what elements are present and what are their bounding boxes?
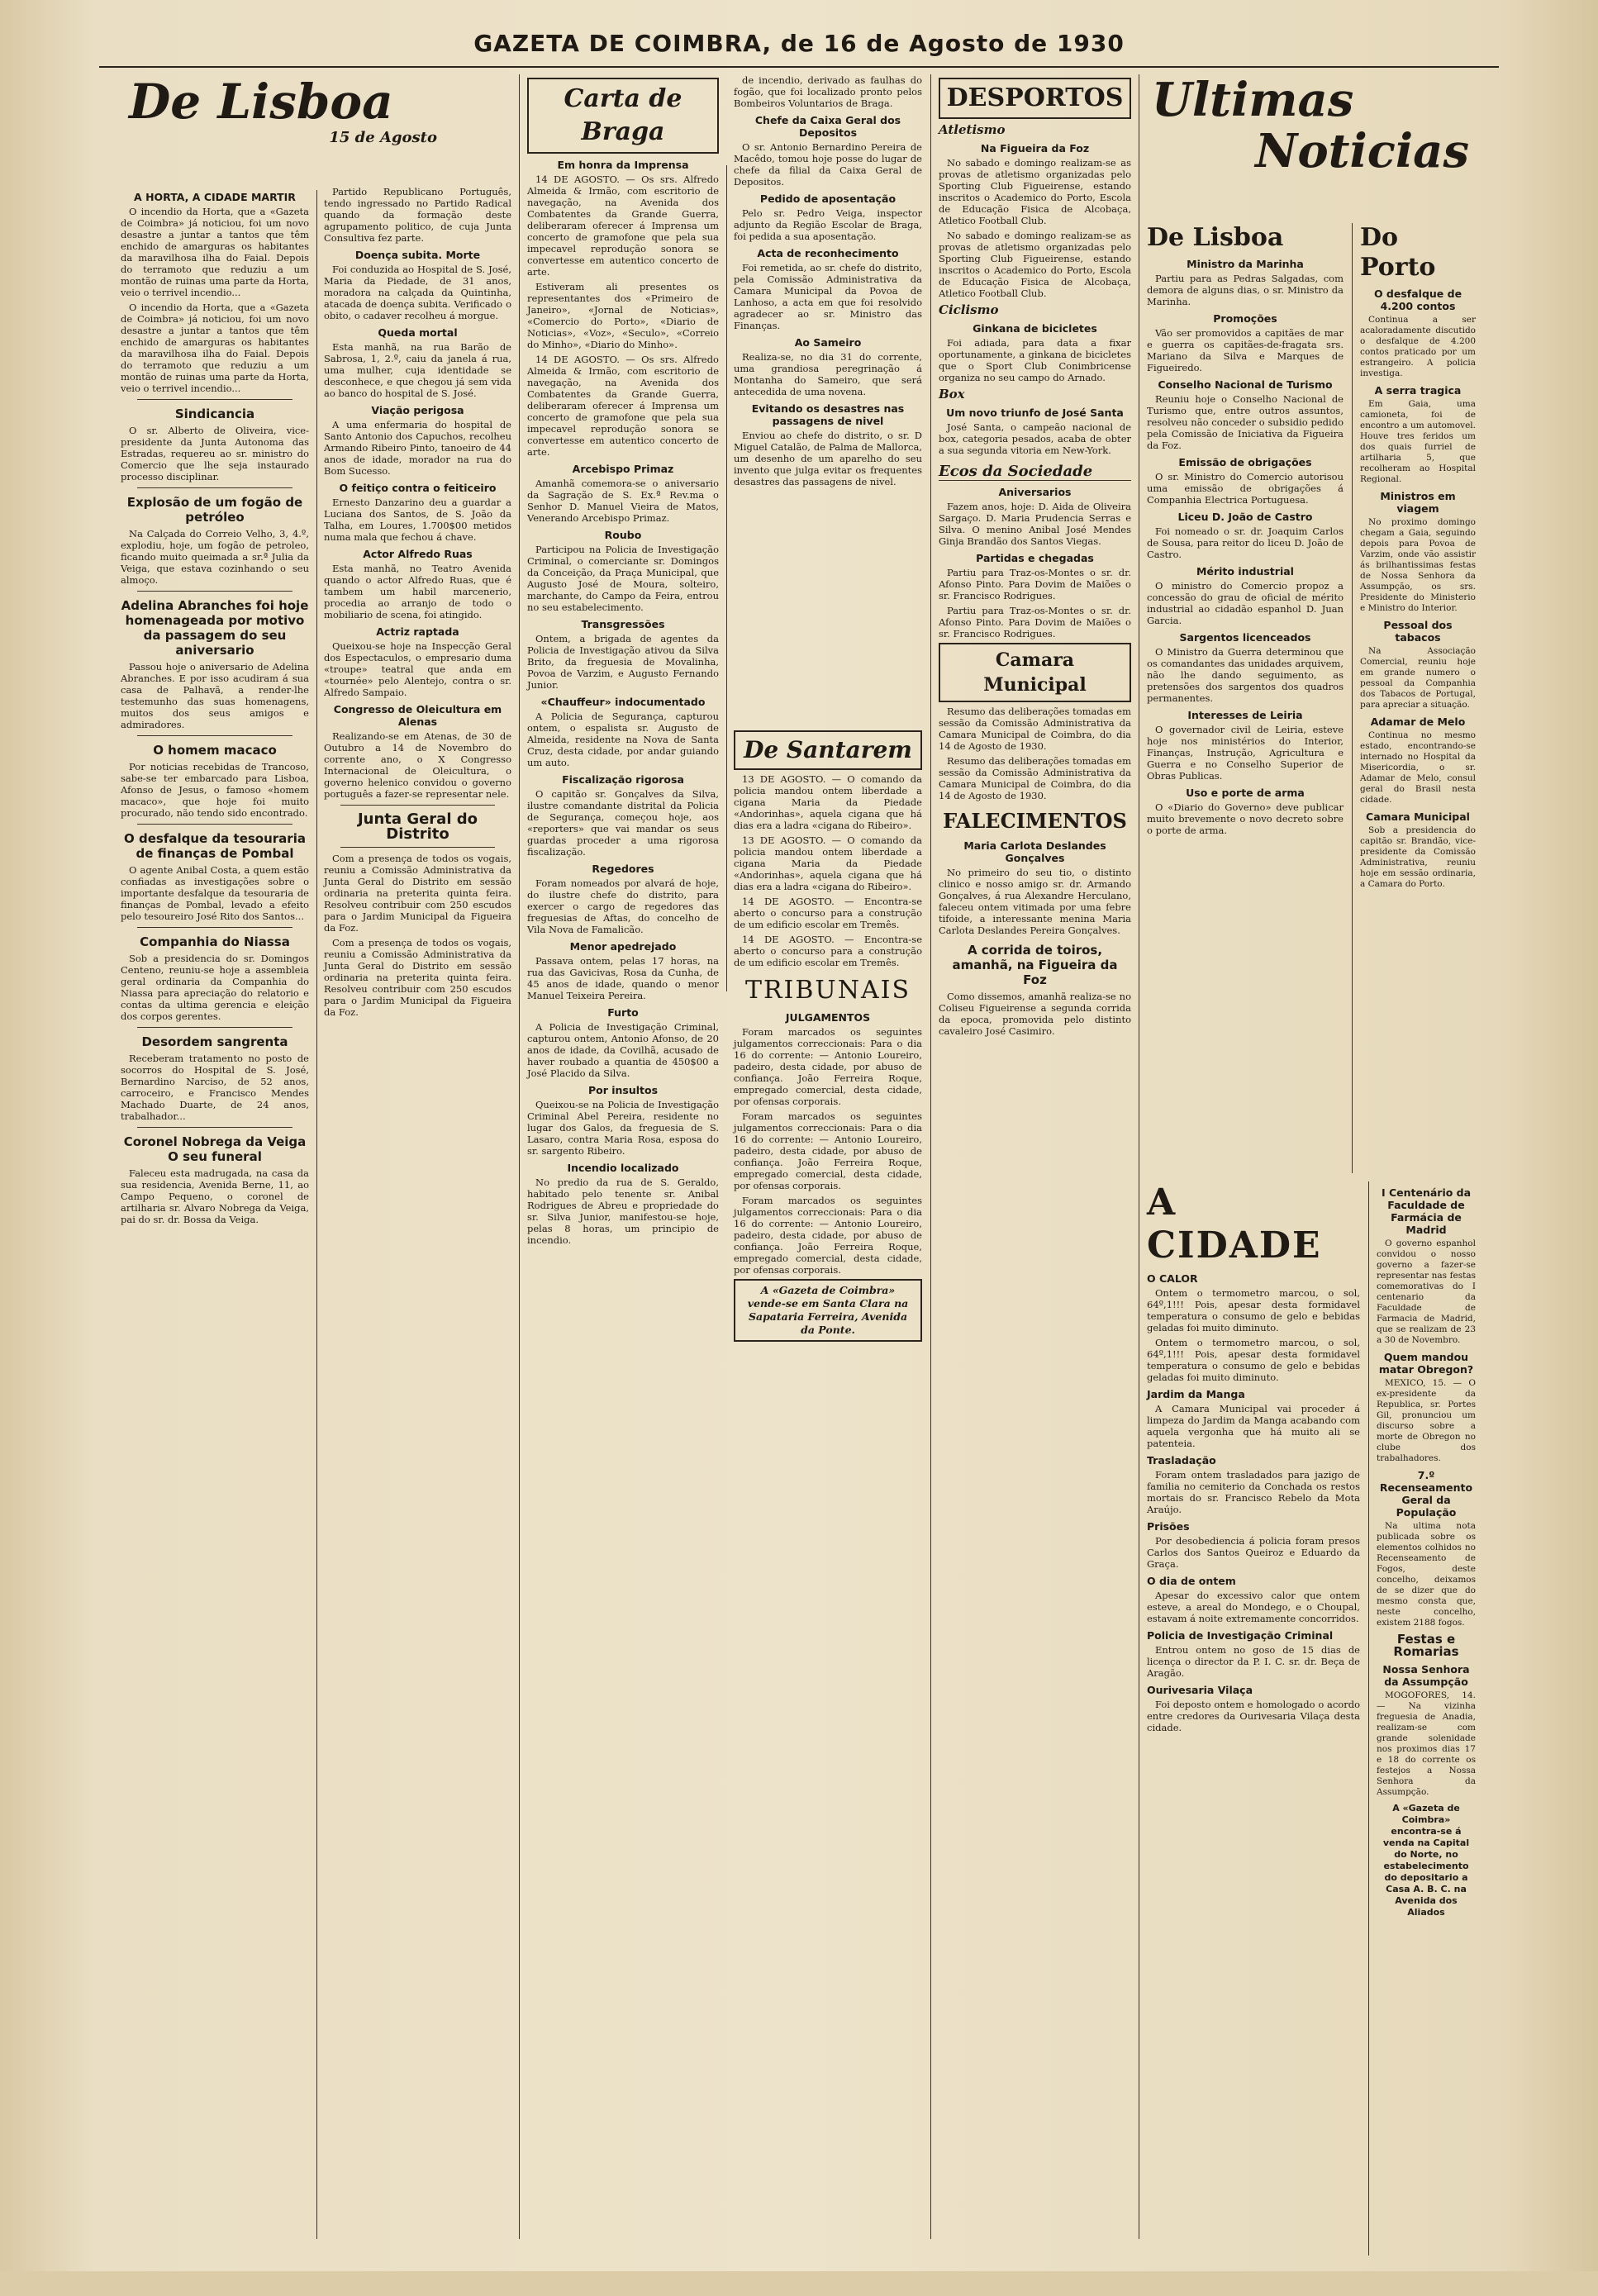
article-text: MEXICO, 15. — O ex-presidente da Republica, sr. Portes Gil, pronunciou um discurso sobre a morte de Obregon no clube dos trabalhadores. bbox=[1377, 1378, 1476, 1463]
divider bbox=[137, 1027, 292, 1028]
article-text: Partido Republicano Português, tendo ingressado no Partido Radical quando da formação deste agrupamento politico, de cuja Junta Consultiva fez parte. bbox=[324, 186, 511, 244]
santarem-section bbox=[729, 727, 927, 2256]
article-title: Pedido de aposentação bbox=[759, 193, 896, 205]
camara-municipal-banner: Camara Municipal bbox=[939, 643, 1131, 702]
article-text: Queixou-se na Policia de Investigação Criminal Abel Pereira, residente no lugar dos Galos, da freguesia de S. Lasaro, contra Maria Rosa, esposa do sr. sargento Ribeiro. bbox=[527, 1099, 719, 1157]
article-text: 14 DE AGOSTO. — Encontra-se aberto o concurso para a construção de um edificio escolar em Tremês. bbox=[734, 896, 922, 930]
column-divider bbox=[1368, 1181, 1369, 2256]
article-text: O «Diario do Governo» deve publicar muito brevemente o novo decreto sobre o porte de arma. bbox=[1147, 801, 1344, 836]
ultimas-lisboa-column bbox=[1142, 223, 1348, 1173]
article-text: Pelo sr. Pedro Veiga, inspector adjunto da Região Escolar de Braga, foi pedida a sua aposentação. bbox=[734, 207, 922, 242]
article-title: Camara Municipal bbox=[1366, 810, 1470, 823]
carta-de-braga-banner: Carta de Braga bbox=[527, 78, 719, 154]
article-text: Amanhã comemora-se o aniversario da Sagração de S. Ex.ª Rev.ma o Senhor D. Manuel Vieira de Matos, Venerando Arcebispo Primaz. bbox=[527, 478, 719, 524]
de-lisboa-subbanner: De Lisboa bbox=[1147, 223, 1284, 252]
a-cidade-banner: A CIDADE bbox=[1147, 1181, 1322, 1267]
divider bbox=[137, 591, 292, 592]
article-title: Junta Geral do Distrito bbox=[357, 810, 478, 843]
article-title: «Chauffeur» indocumentado bbox=[540, 696, 706, 708]
article-text: 14 DE AGOSTO. — Encontra-se aberto o concurso para a construção de um edificio escolar em Tremês. bbox=[734, 934, 922, 968]
article-title: A HORTA, A CIDADE MARTIR bbox=[134, 191, 296, 203]
article-text: Foram marcados os seguintes julgamentos correccionais: Para o dia 16 do corrente: — Antonio Loureiro, padeiro, desta cidade, por abuso de confiança. João Ferreira Roque, empregado comercial, desta cidade, por ofensas corporais. bbox=[734, 1195, 922, 1276]
lisboa-column-a bbox=[116, 186, 314, 2256]
article-title: Explosão de um fogão de petróleo bbox=[126, 495, 303, 525]
de-lisboa-date: 15 de Agosto bbox=[329, 129, 437, 146]
article-title: Partidas e chegadas bbox=[976, 552, 1094, 564]
masthead-rule bbox=[99, 66, 1499, 68]
article-title: Regedores bbox=[592, 863, 654, 875]
article-title: A serra tragica bbox=[1374, 384, 1462, 397]
article-text: Com a presença de todos os vogais, reuniu a Comissão Administrativa da Junta Geral do Distrito em sessão ordinaria na preterita quinta feira. Resolveu contribuir com 250 escudos para o Jardim Municipal da Figueira da Foz. bbox=[324, 937, 511, 1018]
article-text: Foram nomeados por alvará de hoje, do ilustre chefe do distrito, para exercer o cargo de regedores das freguesias de Aftas, do concelho de Vila Nova de Famalicão. bbox=[527, 877, 719, 935]
article-text: No proximo domingo chegam a Gaia, seguindo depois para Povoa de Varzim, onde vão assistir ás brilhantissimas festas de Nossa Senhora da Assumpção, os srs. Presidente do Ministerio e Ministro do Interior. bbox=[1360, 517, 1476, 613]
article-title: Conselho Nacional de Turismo bbox=[1158, 378, 1333, 391]
column-divider bbox=[316, 190, 317, 2239]
article-text: Enviou ao chefe do distrito, o sr. D Miguel Catalão, de Palma de Mallorca, um desenho de um aparelho do seu invento que julga evitar os frequentes desastres das passagens de nivel. bbox=[734, 430, 922, 487]
article-text: Foram ontem trasladados para jazigo de familia no cemiterio da Conchada os restos mortais do sr. Francisco Rebelo da Mota Araújo. bbox=[1147, 1469, 1360, 1515]
article-title: Mérito industrial bbox=[1196, 565, 1294, 578]
ultimas-banner: Ultimas bbox=[1152, 74, 1354, 127]
article-title: Ministros em viagem bbox=[1380, 490, 1456, 515]
article-title: Menor apedrejado bbox=[569, 940, 677, 953]
article-text: Em Gaia, uma camioneta, foi de encontro a um automovel. Houve tres feridos um dos quais furriel de artilharia 5, que recolheram ao Hospital Regional. bbox=[1360, 399, 1476, 484]
newspaper-masthead: GAZETA DE COIMBRA, de 16 de Agosto de 1930 bbox=[473, 30, 1125, 57]
article-text: Sob a presidencia do sr. Domingos Centeno, reuniu-se hoje a assembleia geral ordinaria da Companhia do Niassa para apreciação do relatorio e contas da ultima gerencia e eleição dos corpos gerentes. bbox=[121, 953, 309, 1022]
article-text: Com a presença de todos os vogais, reuniu a Comissão Administrativa da Junta Geral do Distrito em sessão ordinaria na preterita quinta feira. Resolveu contribuir com 250 escudos para o Jardim Municipal da Figueira da Foz. bbox=[324, 853, 511, 934]
ultimas-porto-column bbox=[1355, 223, 1481, 1173]
abc-sale-notice: A «Gazeta de Coimbra» encontra-se á venda na Capital do Norte, no estabelecimento do depositario a Casa A. B. C. na Avenida dos Aliados bbox=[1382, 1803, 1470, 1918]
divider bbox=[340, 805, 495, 806]
article-title: A corrida de toiros, amanhã, na Figueira da Foz bbox=[952, 943, 1118, 987]
article-title: Viação perigosa bbox=[371, 404, 464, 416]
article-title: O homem macaco bbox=[153, 743, 277, 758]
divider bbox=[137, 487, 292, 488]
article-title: Promoções bbox=[1213, 312, 1277, 325]
article-text: Esta manhã, na rua Barão de Sabrosa, 1, 2.º, caiu da janela á rua, uma mulher, cuja identidade se desconhece, e que chegou já sem vida ao banco do hospital de S. José. bbox=[324, 341, 511, 399]
article-title: Em honra da Imprensa bbox=[557, 159, 689, 171]
article-text: No primeiro do seu tio, o distinto clinico e nosso amigo sr. dr. Armando Gonçalves, á rua Alexandre Herculano, faleceu ontem vitimada por uma febre tifoide, a interessante menina Maria Carlota Deslandes Pereira Gonçalves. bbox=[939, 867, 1131, 936]
article-text: Resumo das deliberações tomadas em sessão da Comissão Administrativa da Camara Municipal de Coimbra, do dia 14 de Agosto de 1930. bbox=[939, 755, 1131, 801]
article-text: Estiveram ali presentes os representantes dos «Primeiro de Janeiro», «Jornal de Noticias», «Comercio do Porto», «Diario de Noticias», «Voz», «Seculo», «Correio do Minho», «Diario do Minho». bbox=[527, 281, 719, 350]
article-text: A Policia de Segurança, capturou ontem, o espalista sr. Augusto de Almeida, residente na Nova de Santa Cruz, desta cidade, por andar guiando um auto. bbox=[527, 711, 719, 768]
article-text: Apesar do excessivo calor que ontem esteve, a areal do Mondego, e o Choupal, estavam á noite extremamente concorridos. bbox=[1147, 1590, 1360, 1624]
article-title: Uso e porte de arma bbox=[1186, 787, 1305, 799]
ultimas-noticias-header bbox=[1142, 74, 1481, 231]
column-divider bbox=[1352, 223, 1353, 1173]
article-title: Arcebispo Primaz bbox=[572, 463, 674, 475]
article-text: O sr. Antonio Bernardino Pereira de Macêdo, tomou hoje posse do lugar de chefe da filial da Caixa Geral de Depositos. bbox=[734, 141, 922, 188]
article-text: Sob a presidencia do capitão sr. Brandão, vice-presidente da Comissão Administrativa, reuniu hoje em sessão ordinaria, a Camara do Porto. bbox=[1360, 825, 1476, 889]
article-title: Incendio localizado bbox=[567, 1162, 679, 1174]
article-text: 14 DE AGOSTO. — Os srs. Alfredo Almeida & Irmão, com escritorio de navegação, na Avenida dos Combatentes da Grande Guerra, deliberaram oferecer á Imprensa um concerto de gramofone que pela sua impecavel reprodução sonora se convertesse em autentico concerto de arte. bbox=[527, 354, 719, 458]
lisboa-column-b bbox=[319, 186, 516, 2256]
article-text: Foi nomeado o sr. dr. Joaquim Carlos de Sousa, para reitor do liceu D. João de Castro. bbox=[1147, 525, 1344, 560]
article-text: A Policia de Investigação Criminal, capturou ontem, Antonio Afonso, de 20 anos de idade, da Covilhã, acusado de haver roubado a quantia de 450$00 a José Placido da Silva. bbox=[527, 1021, 719, 1079]
article-text: No predio da rua de S. Geraldo, habitado pelo tenente sr. Anibal Rodrigues de Abreu e propriedade do sr. Silva Junior, manifestou-se hoje, pelas 8 horas, um principio de incendio. bbox=[527, 1177, 719, 1246]
braga-column bbox=[522, 74, 724, 2256]
article-text: No sabado e domingo realizam-se as provas de atletismo organizadas pelo Sporting Club Figueirense, estando inscritos o Academico do Porto, Escola de Educação Fisica de Alcobaça, Atletico Football Club. bbox=[939, 157, 1131, 226]
article-text: O governador civil de Leiria, esteve hoje nos ministérios do Interior, Finanças, Instrução, Agricultura e Guerra e no Conselho Superior de Obras Publicas. bbox=[1147, 724, 1344, 782]
article-text: Na Associação Comercial, reuniu hoje em grande numero o pessoal da Companhia dos Tabacos de Portugal, para apreciar a situação. bbox=[1360, 646, 1476, 710]
article-title: Coronel Nobrega da Veiga O seu funeral bbox=[123, 1134, 307, 1164]
section-label: Atletismo bbox=[939, 122, 1006, 137]
gazeta-sale-box: A «Gazeta de Coimbra» vende-se em Santa Clara na Sapataria Ferreira, Avenida da Ponte. bbox=[734, 1279, 922, 1342]
article-title: O feitiço contra o feiticeiro bbox=[339, 482, 497, 494]
article-title: Adelina Abranches foi hoje homenageada por motivo da passagem do seu aniversario bbox=[121, 598, 309, 658]
article-title: Ourivesaria Vilaça bbox=[1147, 1684, 1253, 1696]
article-text: Por noticias recebidas de Trancoso, sabe-se ter embarcado para Lisboa, Afonso de Jesus, o famoso «homem macaco», que hoje foi muito procurado, não tendo sido encontrado. bbox=[121, 761, 309, 819]
article-text: Passou hoje o aniversario de Adelina Abranches. E por isso acudiram á sua casa de Palhavã, a render-lhe testemunho das suas homenagens, muitos dos seus amigos e admiradores. bbox=[121, 661, 309, 730]
noticias-banner: Noticias bbox=[1255, 124, 1469, 178]
article-title: Um novo triunfo de José Santa bbox=[946, 406, 1124, 419]
falecimentos-banner: FALECIMENTOS bbox=[943, 809, 1127, 833]
section-label: Ciclismo bbox=[939, 302, 999, 317]
article-text: Na ultima nota publicada sobre os elementos colhidos no Recenseamento de Fogos, deste concelho, deixamos de se dizer que do mesmo consta que, neste concelho, existem 2188 fogos. bbox=[1377, 1521, 1476, 1628]
divider bbox=[137, 1127, 292, 1128]
article-title: Congresso de Oleicultura em Alenas bbox=[333, 703, 502, 728]
article-title: 7.º Recenseamento Geral da População bbox=[1379, 1469, 1473, 1519]
desportos-banner: DESPORTOS bbox=[939, 78, 1131, 119]
de-lisboa-header bbox=[116, 74, 516, 190]
article-title: JULGAMENTOS bbox=[785, 1011, 871, 1024]
article-title: Roubo bbox=[604, 529, 642, 541]
article-text: Partiu para Traz-os-Montes o sr. dr. Afonso Pinto. Para Dovim de Maiões o sr. Francisco Rodrigues. bbox=[939, 605, 1131, 639]
article-text: Continua a ser acaloradamente discutido o desfalque de 4.200 contos praticado por um estrangeiro. A policia investiga. bbox=[1360, 315, 1476, 378]
article-text: No sabado e domingo realizam-se as provas de atletismo organizadas pelo Sporting Club Figueirense, estando inscritos o Academico do Porto, Escola de Educação Fisica de Alcobaça, Atletico Football Club. bbox=[939, 230, 1131, 299]
article-title: Acta de reconhecimento bbox=[757, 247, 899, 259]
article-text: Partiu para Traz-os-Montes o sr. dr. Afonso Pinto. Para Dovim de Maiões o sr. Francisco Rodrigues. bbox=[939, 567, 1131, 601]
page-bottom-margin bbox=[0, 2271, 1598, 2296]
article-title: Doença subita. Morte bbox=[354, 249, 481, 261]
ultimas-right-column bbox=[1372, 1181, 1481, 2256]
article-title: Queda mortal bbox=[378, 326, 458, 339]
article-text: Reuniu hoje o Conselho Nacional de Turismo que, entre outros assuntos, resolveu não conceder o subsidio pedido pela Comissão de Iniciativa da Figueira da Foz. bbox=[1147, 393, 1344, 451]
article-text: Ontem o termometro marcou, o sol, 64º,1!!! Pois, apesar desta formidavel temperatura o consumo de gelo e bebidas geladas foi muito diminuto. bbox=[1147, 1337, 1360, 1383]
article-title: Ao Sameiro bbox=[794, 336, 862, 349]
de-santarem-banner: De Santarem bbox=[734, 730, 922, 770]
article-text: A uma enfermaria do hospital de Santo Antonio dos Capuchos, recolheu Armando Ribeiro Pinto, tanoeiro de 44 anos de idade, morador na rua do Bom Sucesso. bbox=[324, 419, 511, 477]
article-title: Furto bbox=[607, 1006, 639, 1019]
article-text: Realiza-se, no dia 31 do corrente, uma grandiosa peregrinação á Montanha do Sameiro, que será antecedida de uma novena. bbox=[734, 351, 922, 397]
article-text: Foi remetida, ao sr. chefe do distrito, pela Comissão Administrativa da Camara Municipal da Povoa de Lanhoso, a acta em que foi resolvido agradecer ao sr. Ministro das Finanças. bbox=[734, 262, 922, 331]
article-text: Foram marcados os seguintes julgamentos correccionais: Para o dia 16 do corrente: — Antonio Loureiro, padeiro, desta cidade, por abuso de confiança. João Ferreira Roque, empregado comercial, desta cidade, por ofensas corporais. bbox=[734, 1026, 922, 1107]
article-title: Sargentos licenceados bbox=[1179, 631, 1311, 644]
article-text: Por desobediencia á policia foram presos Carlos dos Santos Queiroz e Eduardo da Graça. bbox=[1147, 1535, 1360, 1570]
article-title: Ministro da Marinha bbox=[1187, 258, 1304, 270]
article-title: Liceu D. João de Castro bbox=[1177, 511, 1313, 523]
article-title: Na Figueira da Foz bbox=[980, 142, 1090, 154]
article-text: Queixou-se hoje na Inspecção Geral dos Espectaculos, o empresario duma «troupe» teatral que anda em «tournée» pelo Alentejo, contra o sr. Alfredo Sampaio. bbox=[324, 640, 511, 698]
article-title: Adamar de Melo bbox=[1370, 715, 1466, 728]
article-text: Passava ontem, pelas 17 horas, na rua das Gavicivas, Rosa da Cunha, de 45 anos de idade, quando o menor Manuel Teixeira Pereira. bbox=[527, 955, 719, 1001]
article-text: Participou na Policia de Investigação Criminal, o comerciante sr. Domingos da Conceição, da Praça Municipal, que Augusto José de Moura, solteiro, marchante, do Campo da Feira, entrou no seu estabelecimento. bbox=[527, 544, 719, 613]
article-title: Companhia do Niassa bbox=[140, 934, 290, 949]
article-text: O sr. Alberto de Oliveira, vice-presidente da Junta Autonoma das Estradas, requereu ao sr. ministro do Comercio que lhe seja instaurado processo disciplinar. bbox=[121, 425, 309, 482]
article-title: Aniversarios bbox=[998, 486, 1072, 498]
article-title: Trasladação bbox=[1147, 1454, 1216, 1466]
article-text: A Camara Municipal vai proceder á limpeza do Jardim da Manga acabando com aquela vergonha que há muito ali se patenteia. bbox=[1147, 1403, 1360, 1449]
desportos-column bbox=[934, 74, 1136, 2256]
article-title: Fiscalização rigorosa bbox=[562, 773, 684, 786]
article-title: Por insultos bbox=[587, 1084, 659, 1096]
article-text: Esta manhã, no Teatro Avenida quando o actor Alfredo Ruas, que é tambem um habil marcenerio, procedia ao arranjo de todo o mobiliario de scena, foi atingido. bbox=[324, 563, 511, 620]
article-text: Realizando-se em Atenas, de 30 de Outubro a 14 de Novembro do corrente ano, o X Congresso Internacional de Oleicultura, o governo helenico convidou o governo português a fazer-se representar nele. bbox=[324, 730, 511, 800]
article-title: Evitando os desastres nas passagens de nivel bbox=[751, 402, 905, 427]
ecos-banner: Ecos da Sociedade bbox=[939, 463, 1131, 481]
article-text: José Santa, o campeão nacional de box, categoria pesados, acaba de obter a sua segunda vitoria em New-York. bbox=[939, 421, 1131, 456]
article-title: Nossa Senhora da Assumpção bbox=[1382, 1663, 1470, 1688]
do-porto-subbanner: Do Porto bbox=[1360, 223, 1436, 282]
article-title: Jardim da Manga bbox=[1147, 1388, 1245, 1400]
article-text: O incendio da Horta, que a «Gazeta de Coimbra» já noticiou, foi um novo desastre a juntar a tantos que têm enchido de amarguras os habitantes da maravilhosa ilha do Faial. Depois do terramoto que reduziu a um montão de ruinas uma parte da Horta, veio o terrivel incendio... bbox=[121, 206, 309, 298]
divider bbox=[137, 399, 292, 400]
article-text: Ernesto Danzarino deu a guardar a Luciana dos Santos, de S. João da Talha, em Loures, 1.700$00 metidos numa mala que fechou á chave. bbox=[324, 497, 511, 543]
article-title: Prisões bbox=[1147, 1520, 1190, 1533]
divider bbox=[340, 847, 495, 848]
article-title: O CALOR bbox=[1147, 1272, 1198, 1285]
article-text: Foi conduzida ao Hospital de S. José, Maria da Piedade, de 31 anos, moradora na calçada da Quintinha, atacada de doença subita. Verificado o obito, o cadaver recolheu á morgue. bbox=[324, 264, 511, 321]
divider bbox=[137, 735, 292, 736]
article-text: Ontem, a brigada de agentes da Policia de Investigação ativou da Silva Brito, da freguesia de Movalinha, Povoa de Varzim, e Augusto Fernando Junior. bbox=[527, 633, 719, 691]
article-text: Fazem anos, hoje: D. Aida de Oliveira Sargaço. D. Maria Prudencia Serras e Silva. O menino Anibal José Mendes Ginja Brandão dos Santos Viegas. bbox=[939, 501, 1131, 547]
article-title: O dia de ontem bbox=[1147, 1575, 1236, 1587]
article-text: Na Calçada do Correio Velho, 3, 4.º, explodiu, hoje, um fogão de petroleo, ficando muito queimada a sr.ª Julia da Veiga, que estava cozinhando o seu almoço. bbox=[121, 528, 309, 586]
article-text: Foram marcados os seguintes julgamentos correccionais: Para o dia 16 do corrente: — Antonio Loureiro, padeiro, desta cidade, por abuso de confiança. João Ferreira Roque, empregado comercial, desta cidade, por ofensas corporais. bbox=[734, 1110, 922, 1191]
de-lisboa-banner: De Lisboa bbox=[129, 74, 393, 130]
article-text: O agente Anibal Costa, a quem estão confiadas as investigações sobre o importante desfalque da tesouraria de finanças de Pombal, levado a efeito pelo tesoureiro José Rito dos Santos... bbox=[121, 864, 309, 922]
article-title: Sindicancia bbox=[174, 406, 255, 421]
article-text: MOGOFORES, 14. — Na vizinha freguesia de Anadia, realizam-se com grande solenidade nos proximos dias 17 e 18 do corrente os festejos a Nossa Senhora da Assumpção. bbox=[1377, 1690, 1476, 1797]
article-title: Actor Alfredo Ruas bbox=[363, 548, 473, 560]
article-text: 13 DE AGOSTO. — O comando da policia mandou ontem liberdade a cigana Maria da Piedade «Andorinhas», aquela cigana que há dias era a ladra «cigana do Ribeiro». bbox=[734, 834, 922, 892]
article-text: O governo espanhol convidou o nosso governo a fazer-se representar nas festas comemorativas do I centenario da Faculdade de Farmacia de Madrid, que se realizam de 23 a 30 de Novembro. bbox=[1377, 1238, 1476, 1345]
article-title: Festas e Romarias bbox=[1393, 1632, 1459, 1659]
article-title: Quem mandou matar Obregon? bbox=[1378, 1351, 1474, 1376]
column-divider bbox=[726, 165, 727, 991]
article-text: Vão ser promovidos a capitães de mar e guerra os capitães-de-fragata srs. Mariano da Silva e Marques de Figueiredo. bbox=[1147, 327, 1344, 373]
article-text: de incendio, derivado as faulhas do fogão, que foi localizado pronto pelos Bombeiros Voluntarios de Braga. bbox=[734, 74, 922, 109]
article-text: Faleceu esta madrugada, na casa da sua residencia, Avenida Berne, 11, ao Campo Pequeno, o coronel de artilharia sr. Alvaro Nobrega da Veiga, pai do sr. dr. Bossa da Veiga. bbox=[121, 1167, 309, 1225]
article-text: Receberam tratamento no posto de socorros do Hospital de S. José, Bernardino Narciso, de 52 anos, carroceiro, e Francisco Mendes Machado Duarte, de 24 anos, trabalhador... bbox=[121, 1053, 309, 1122]
article-text: Foi deposto ontem e homologado o acordo entre credores da Ourivesaria Vilaça desta cidade. bbox=[1147, 1699, 1360, 1733]
article-title: Chefe da Caixa Geral dos Depositos bbox=[754, 114, 901, 139]
divider bbox=[137, 824, 292, 825]
article-title: Pessoal dos tabacos bbox=[1383, 619, 1453, 644]
article-title: Policia de Investigação Criminal bbox=[1147, 1629, 1334, 1642]
article-text: Resumo das deliberações tomadas em sessão da Comissão Administrativa da Camara Municipal de Coimbra, do dia 14 de Agosto de 1930. bbox=[939, 706, 1131, 752]
column-divider bbox=[519, 74, 520, 2239]
article-text: Ontem o termometro marcou, o sol, 64º,1!!! Pois, apesar desta formidavel temperatura o consumo de gelo e bebidas geladas foi muito diminuto. bbox=[1147, 1287, 1360, 1333]
article-text: O capitão sr. Gonçalves da Silva, ilustre comandante distrital da Policia de Segurança, começou hoje, aos «reporters» que vai mandar os seus guardas proceder a uma rigorosa fiscalização. bbox=[527, 788, 719, 858]
article-title: O desfalque da tesouraria de finanças de Pombal bbox=[124, 831, 306, 861]
article-title: I Centenário da Faculdade de Farmácia de Madrid bbox=[1381, 1186, 1472, 1236]
article-title: Transgressões bbox=[581, 618, 665, 630]
article-text: 13 DE AGOSTO. — O comando da policia mandou ontem liberdade a cigana Maria da Piedade «Andorinhas», aquela cigana que há dias era a ladra «cigana do Ribeiro». bbox=[734, 773, 922, 831]
article-text: Foi adiada, para data a fixar oportunamente, a ginkana de bicicletes que o Sport Club Conimbricense organiza no seu campo do Arnado. bbox=[939, 337, 1131, 383]
article-text: Entrou ontem no goso de 15 dias de licença o director da P. I. C. sr. dr. Beça de Aragão. bbox=[1147, 1644, 1360, 1679]
section-label: Box bbox=[939, 387, 965, 402]
article-text: O Ministro da Guerra determinou que os comandantes das unidades arquivem, não lhe dando seguimento, as pretensões dos sargentos dos quadros permanentes. bbox=[1147, 646, 1344, 704]
article-text: O sr. Ministro do Comercio autorisou uma emissão de obrigações á Companhia Electrica Portuguesa. bbox=[1147, 471, 1344, 506]
article-text: Como dissemos, amanhã realiza-se no Coliseu Figueirense a segunda corrida da epoca, promovida pelo distinto cavaleiro José Casimiro. bbox=[939, 991, 1131, 1037]
article-title: Actriz raptada bbox=[376, 625, 459, 638]
article-title: O desfalque de 4.200 contos bbox=[1373, 288, 1462, 312]
article-title: Ginkana de bicicletes bbox=[973, 322, 1097, 335]
article-title: Interesses de Leiria bbox=[1187, 709, 1303, 721]
divider bbox=[137, 927, 292, 928]
article-text: O ministro do Comercio propoz a concessão do grau de oficial de mérito industrial ao cidadão espanhol D. Juan Garcia. bbox=[1147, 580, 1344, 626]
article-text: 14 DE AGOSTO. — Os srs. Alfredo Almeida & Irmão, com escritorio de navegação, na Avenida dos Combatentes da Grande Guerra, deliberaram oferecer á Imprensa um concerto de gramofone que pela sua impecavel reprodução sonora se convertesse em autentico concerto de arte. bbox=[527, 174, 719, 278]
article-text: O incendio da Horta, que a «Gazeta de Coimbra» já noticiou, foi um novo desastre a juntar a tantos que têm enchido de amarguras os habitantes da maravilhosa ilha do Faial. Depois do terramoto que reduziu a um montão de ruinas uma parte da Horta, veio o terrivel incendio... bbox=[121, 302, 309, 394]
column-divider bbox=[930, 74, 931, 2239]
a-cidade-column bbox=[1142, 1181, 1365, 2256]
article-title: Maria Carlota Deslandes Gonçalves bbox=[963, 839, 1106, 864]
article-title: Emissão de obrigações bbox=[1178, 456, 1312, 468]
article-text: Continua no mesmo estado, encontrando-se internado no Hospital da Misericordia, o sr. Adamar de Melo, consul geral do Brasil nesta cidade. bbox=[1360, 730, 1476, 805]
article-title: Desordem sangrenta bbox=[141, 1034, 288, 1049]
article-text: Partiu para as Pedras Salgadas, com demora de alguns dias, o sr. Ministro da Marinha. bbox=[1147, 273, 1344, 307]
tribunais-banner: TRIBUNAIS bbox=[744, 976, 911, 1005]
